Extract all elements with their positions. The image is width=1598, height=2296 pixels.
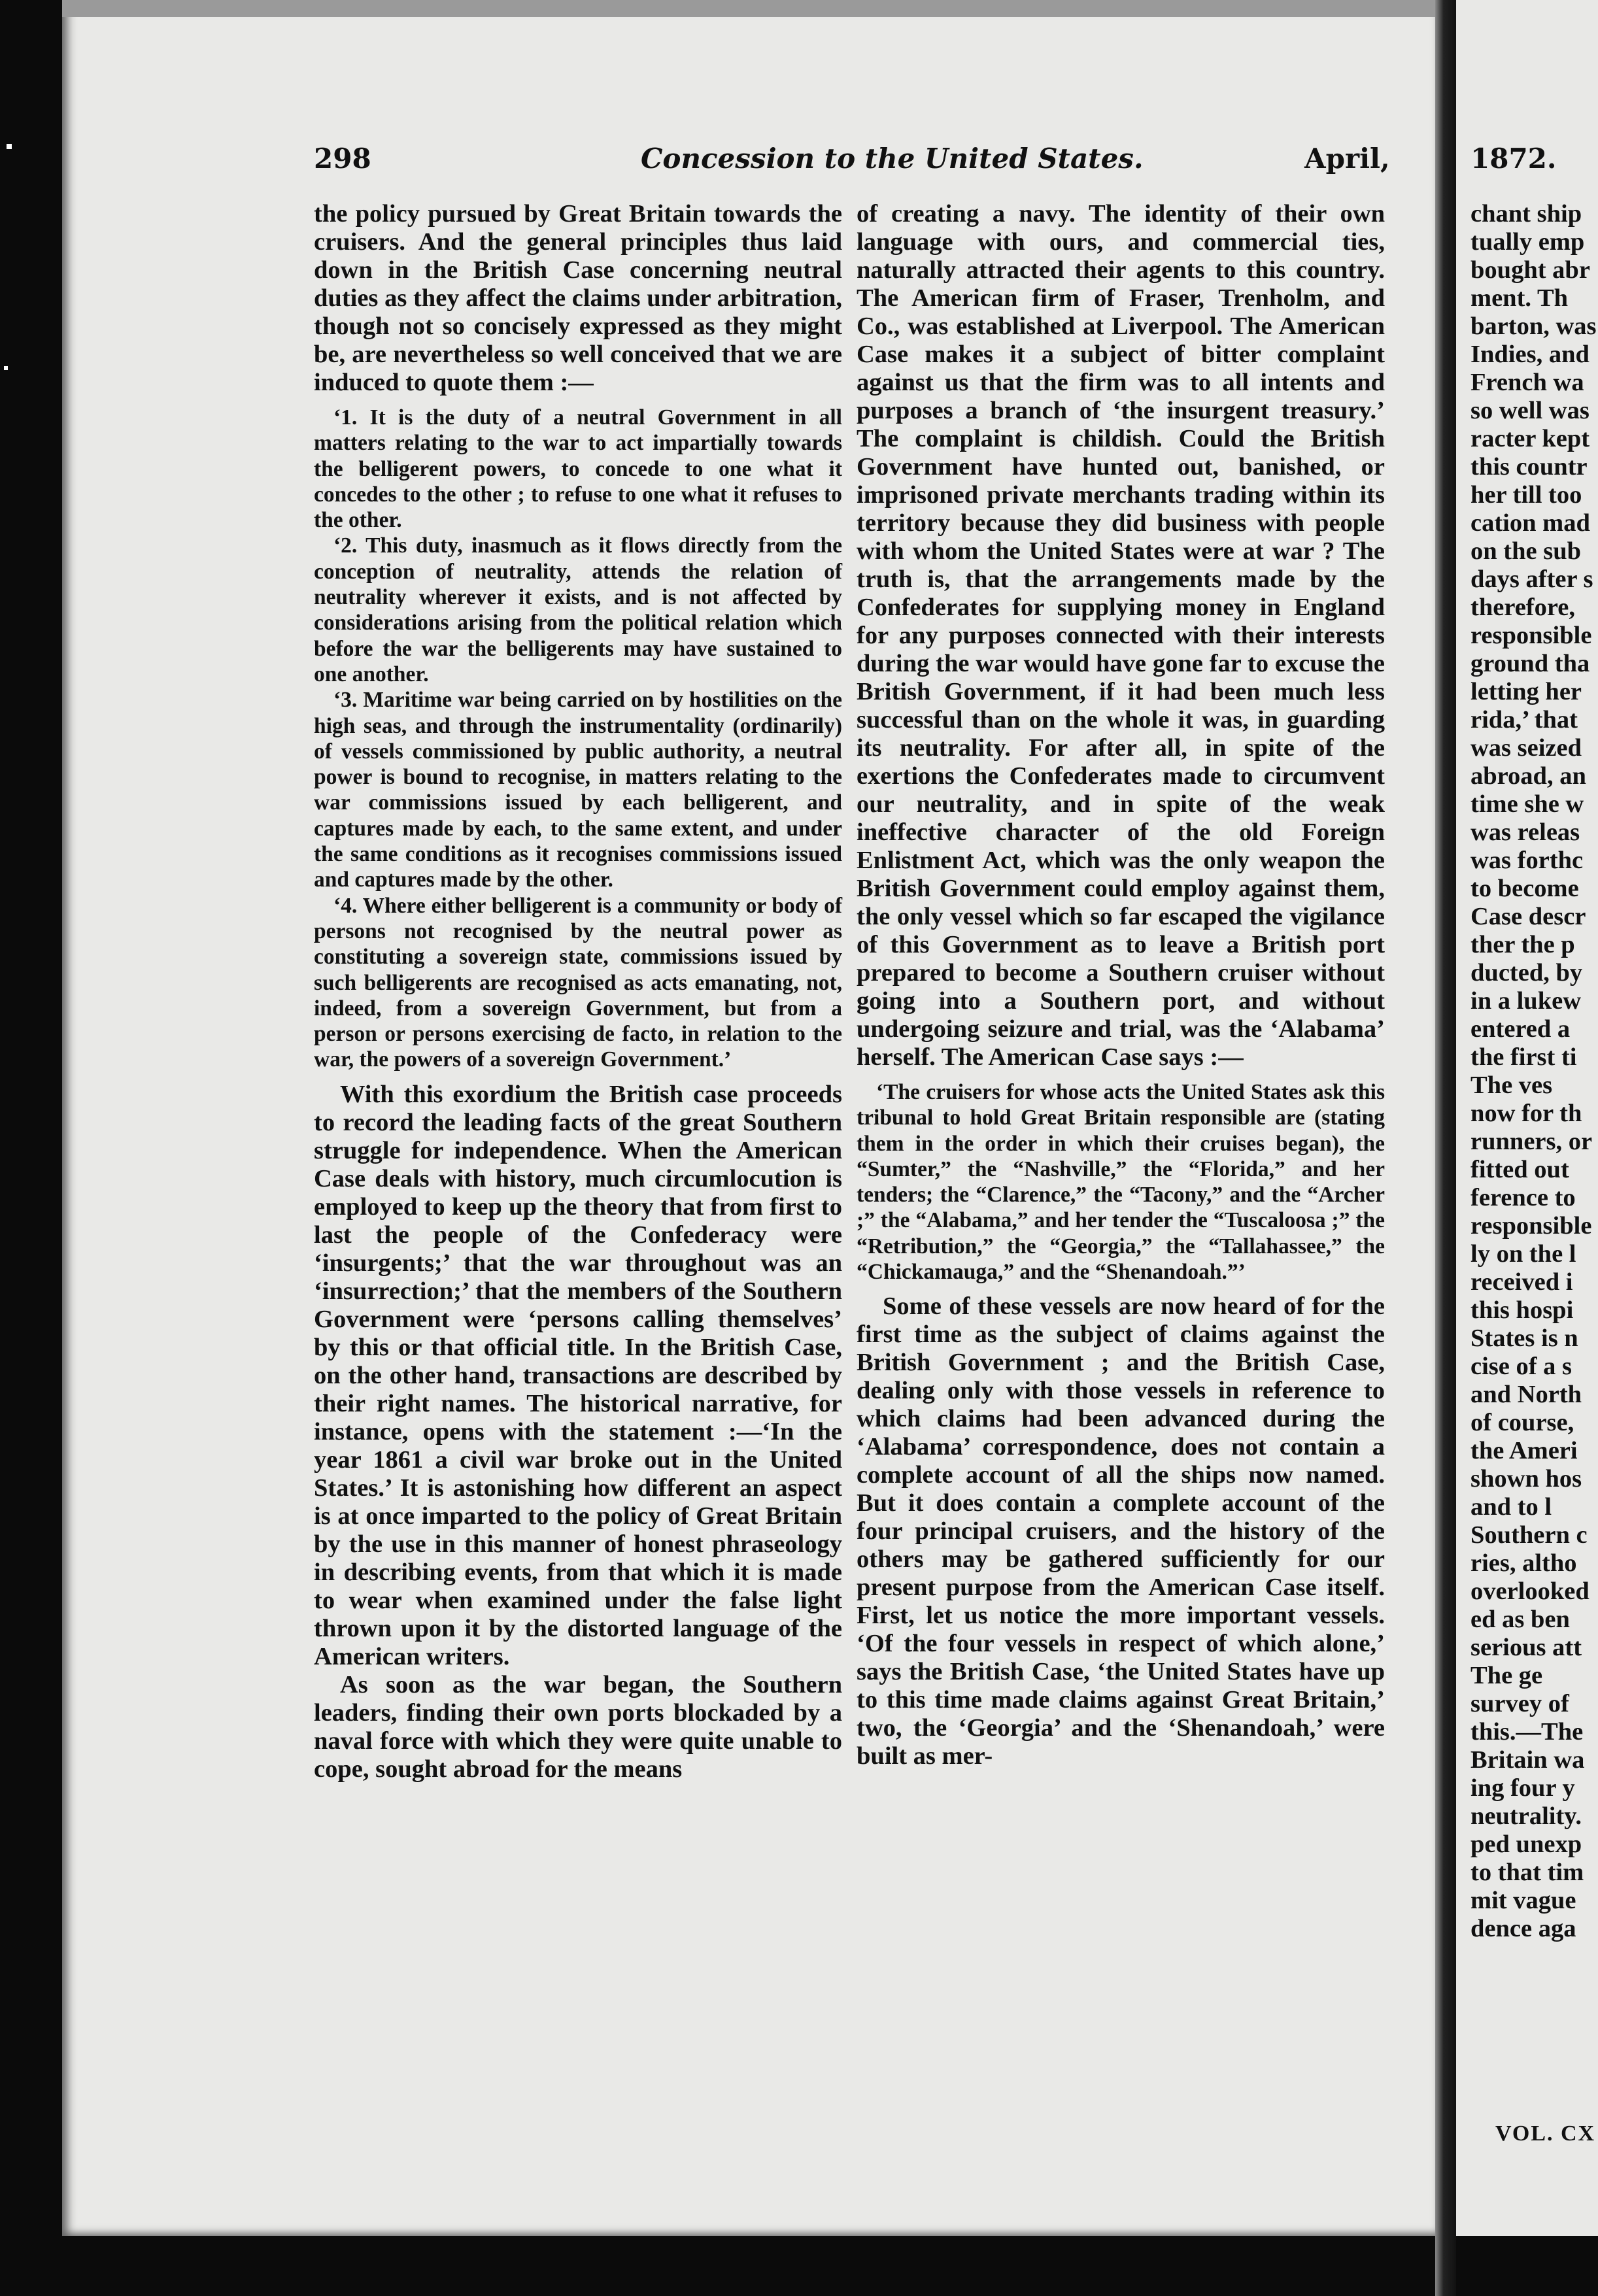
adjacent-line: survey of [1470, 1690, 1569, 1717]
adjacent-line: rida,’ that [1470, 706, 1578, 734]
right-paragraph-2: Some of these vessels are now heard of for the first time as the subject of claims against the British Government ; and the British Case, dealing only with those vessels in reference to which claims had been advanced during the ‘Alabama’ correspondence, does not contain a complete account of all the ships now named. But it does contain a complete account of the four principal cruisers, and the history of the others may be gathered sufficiently for our present purpose from the American Case itself. First, let us notice the more important vessels. ‘Of the four vessels in respect of which alone,’ says the British Case, ‘the United States have up to this time made claims against Great Britain,’ two, the ‘Georgia’ and the ‘Shenandoah,’ were built as mer- [857, 1292, 1385, 1770]
left-paragraph-2: With this exordium the British case proceeds to record the leading facts of the great Southern struggle for independence. When the American Case deals with history, much circumlocution is employed to keep up the theory that from first to last the people of the Confederacy were ‘insurgents;’ that the war throughout was an ‘insurrection;’ that the members of the Southern Government were ‘persons calling themselves’ by this or that official title. In the British Case, on the other hand, transactions are described by their right names. The historical narrative, for instance, opens with the statement :—‘In the year 1861 a civil war broke out in the United States.’ It is astonishing how different an aspect is at once imparted to the policy of Great Britain by the use in this manner of honest phraseology in describing events, from that which it is made to wear when examined under the false light thrown upon it by the distorted language of the American writers. [314, 1080, 842, 1670]
adjacent-line: The ge [1470, 1662, 1543, 1689]
adjacent-line: French wa [1470, 369, 1584, 396]
quote-item: ‘1. It is the duty of a neutral Government in all matters relating to the war to act impartially towards the belligerent powers, to concede to one what it concedes to the other ; to refuse to one what it refuses to the other. [314, 405, 842, 533]
book-gutter [1435, 0, 1456, 2296]
adjacent-line: barton, was [1470, 312, 1597, 340]
adjacent-line: this hospi [1470, 1296, 1574, 1324]
adjacent-line: runners, or [1470, 1128, 1593, 1155]
adjacent-line: fitted out [1470, 1156, 1569, 1183]
adjacent-line: racter kept [1470, 425, 1590, 452]
adjacent-line: ference to [1470, 1184, 1576, 1211]
adjacent-line: Southern c [1470, 1521, 1588, 1549]
running-title: Concession to the United States. [641, 143, 1144, 175]
adjacent-line: bought abr [1470, 256, 1590, 284]
adjacent-line: her till too [1470, 481, 1582, 509]
adjacent-line: abroad, an [1470, 762, 1586, 790]
header-month: April, [1304, 143, 1390, 175]
adjacent-line: was seized [1470, 734, 1582, 762]
american-case-quote [857, 1079, 1385, 1285]
adjacent-line: ing four y [1470, 1774, 1575, 1802]
book-page-298 [62, 0, 1435, 2236]
page-number: 298 [314, 143, 371, 175]
scan-mark [7, 144, 12, 149]
adjacent-line: received i [1470, 1268, 1573, 1296]
adjacent-line: on the sub [1470, 537, 1582, 565]
adjacent-line: chant ship [1470, 200, 1582, 228]
adjacent-line: to that tim [1470, 1859, 1584, 1886]
right-paragraph-1: of creating a navy. The identity of their own language with ours, and commercial ties, naturally attracted their agents to this country. The American firm of Fraser, Trenholm, and Co., was established at Liverpool. The American Case makes it a subject of bitter complaint against us that the firm was to all intents and purposes a branch of ‘the insurgent treasury.’ The complaint is childish. Could the British Government have hunted out, banished, or imprisoned private merchants trading within its territory because they did business with people with whom the United States were at war ? The truth is, that the arrangements made by the Confederates for supplying money in England for any purposes connected with their interests during the war would have gone far to excuse the British Government, if it had been much less successful than on the whole it was, in guarding its neutrality. For after all, in spite of the exertions the Confederates made to circumvent our neutrality, and in spite of the weak ineffective character of the old Foreign Enlistment Act, which was the only weapon the British Government could employ against them, the only vessel which so far escaped the vigilance of this Government as to leave a British port prepared to become a Southern cruiser without going into a Southern port, and without undergoing seizure and trial, was the ‘Alabama’ herself. The American Case says :— [857, 200, 1385, 1071]
adjacent-line: cise of a s [1470, 1353, 1572, 1380]
adjacent-page-footer: VOL. CX [1495, 2121, 1596, 2146]
adjacent-line: States is n [1470, 1325, 1578, 1352]
adjacent-line: dence aga [1470, 1915, 1576, 1942]
adjacent-line: letting her [1470, 678, 1582, 705]
adjacent-line: now for th [1470, 1100, 1582, 1127]
adjacent-line: Indies, and [1470, 341, 1590, 368]
adjacent-line: Britain wa [1470, 1746, 1585, 1774]
adjacent-line: so well was [1470, 397, 1590, 424]
adjacent-line: ther the p [1470, 931, 1575, 958]
quote-item: ‘2. This duty, inasmuch as it flows directly from the conception of neutrality, attends the relation of neutrality wherever it exists, and is not affected by considerations arising from the political relation which before the war the belligerents may have sustained to one another. [314, 533, 842, 686]
adjacent-line: shown hos [1470, 1465, 1582, 1493]
adjacent-line: ment. Th [1470, 284, 1569, 312]
adjacent-line: Case descr [1470, 903, 1586, 930]
adjacent-line: tually emp [1470, 228, 1585, 256]
quote-text: ‘The cruisers for whose acts the United States ask this tribunal to hold Great Britain responsible are (stating them in the order in which their cruises began), the “Sumter,” the “Nashville,” the “Florida,” and her tenders; the “Clarence,” the “Tacony,” and the “Archer ;” the “Alabama,” and her tender the “Tuscaloosa ;” the “Retribution,” the “Georgia,” the “Tallahassee,” the “Chickamauga,” and the “Shenandoah.”’ [857, 1080, 1385, 1285]
left-column [314, 200, 842, 1783]
adjacent-line: and North [1470, 1381, 1582, 1408]
adjacent-line: time she w [1470, 790, 1584, 818]
adjacent-page-text [1470, 200, 1597, 1943]
neutral-duties-quote [314, 405, 842, 1073]
quote-item: ‘4. Where either belligerent is a community or body of persons not recognised by the neutral power as constituting a sovereign state, commissions issued by such belligerents are recognised as acts emanating, not, indeed, from a sovereign Government, but from a person or persons exercising de facto, in relation to the war, the powers of a sovereign Government.’ [314, 893, 842, 1072]
adjacent-line: ducted, by [1470, 959, 1583, 987]
adjacent-line: to become [1470, 875, 1579, 902]
adjacent-line: The ves [1470, 1072, 1553, 1099]
adjacent-line: the Ameri [1470, 1437, 1578, 1464]
adjacent-line: in a lukew [1470, 987, 1582, 1015]
adjacent-line: responsible [1470, 1212, 1592, 1240]
adjacent-line: was forthc [1470, 847, 1584, 874]
adjacent-line: neutrality. [1470, 1802, 1582, 1830]
adjacent-page-year: 1872. [1470, 143, 1557, 175]
adjacent-line: overlooked [1470, 1578, 1590, 1605]
left-paragraph-3: As soon as the war began, the Southern leaders, finding their own ports blockaded by a naval force with which they were quite unable to cope, sought abroad for the means [314, 1670, 842, 1783]
left-paragraph-1: the policy pursued by Great Britain towards the cruisers. And the general principles thus laid down in the British Case concerning neutral duties as they affect the claims under arbitration, though not so concisely expressed as they might be, are nevertheless so well conceived that we are induced to quote them :— [314, 200, 842, 396]
quote-item: ‘3. Maritime war being carried on by hostilities on the high seas, and through the instrumentality (ordinarily) of vessels commissioned by public authority, a neutral power is bound to recognise, in matters relating to the war commissions issued by each belligerent, and captures made by each, to the same extent, and under the same conditions as it recognises commissions issued and captures made by the other. [314, 688, 842, 892]
adjacent-line: ped unexp [1470, 1831, 1582, 1858]
adjacent-line: cation mad [1470, 509, 1590, 537]
adjacent-line: was releas [1470, 819, 1580, 846]
adjacent-line: therefore, [1470, 594, 1575, 621]
right-column [857, 200, 1385, 1770]
adjacent-line: ly on the l [1470, 1240, 1576, 1268]
adjacent-line: the first ti [1470, 1043, 1577, 1071]
adjacent-line: this.—The [1470, 1718, 1584, 1746]
adjacent-line: entered a [1470, 1015, 1571, 1043]
adjacent-line: ries, altho [1470, 1549, 1577, 1577]
adjacent-line: this countr [1470, 453, 1588, 481]
adjacent-line: ground tha [1470, 650, 1590, 677]
adjacent-line: ed as ben [1470, 1606, 1570, 1633]
adjacent-line: and to l [1470, 1493, 1552, 1521]
adjacent-line: of course, [1470, 1409, 1574, 1436]
adjacent-line: days after s [1470, 566, 1593, 593]
adjacent-page [1456, 0, 1598, 2236]
adjacent-line: responsible [1470, 622, 1592, 649]
adjacent-line: serious att [1470, 1634, 1582, 1661]
adjacent-line: mit vague [1470, 1887, 1576, 1914]
scan-mark [4, 366, 8, 370]
